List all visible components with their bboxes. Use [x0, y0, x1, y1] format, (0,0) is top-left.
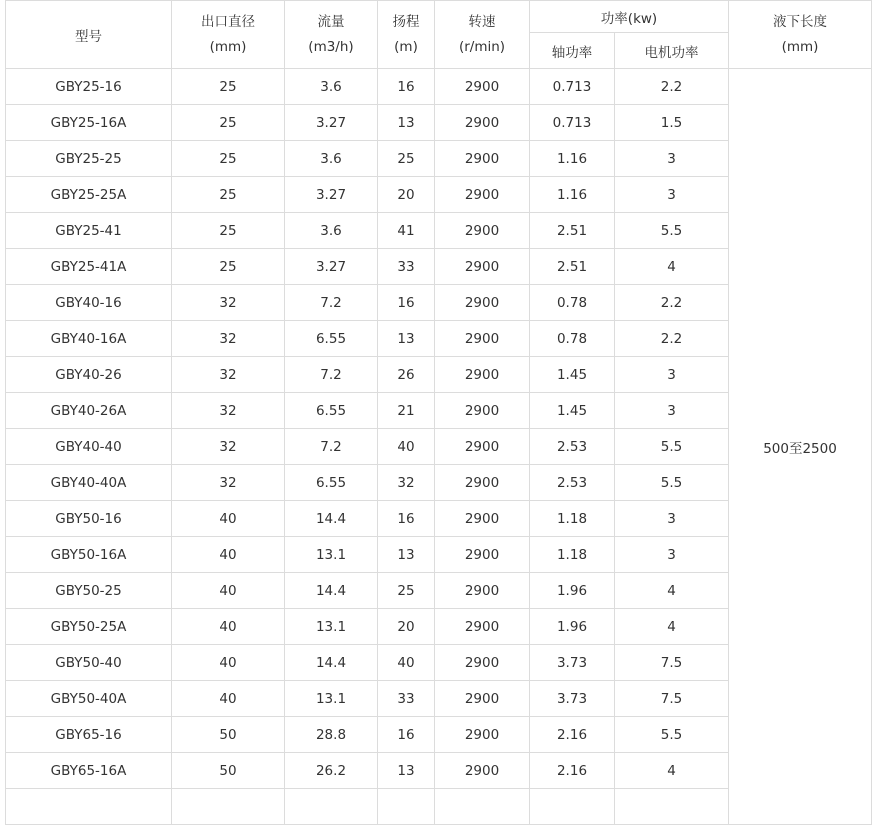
cell-outlet: 50: [172, 753, 285, 789]
cell-shaft-power: 3.73: [530, 681, 615, 717]
header-motor-power: 电机功率: [615, 33, 729, 69]
cell-speed: 2900: [435, 357, 530, 393]
cell-model: GBY50-25: [6, 573, 172, 609]
cell-shaft-power: 3.73: [530, 645, 615, 681]
cell-flow: 3.27: [285, 177, 378, 213]
cell-model: GBY40-16A: [6, 321, 172, 357]
cell-flow: 7.2: [285, 429, 378, 465]
cell-model: GBY50-40A: [6, 681, 172, 717]
cell-head: 13: [378, 321, 435, 357]
cell-flow: 3.6: [285, 213, 378, 249]
cell-head: 40: [378, 429, 435, 465]
header-speed: [435, 1, 530, 69]
cell-speed: 2900: [435, 285, 530, 321]
cell-motor-power: 2.2: [615, 321, 729, 357]
cell-flow: 6.55: [285, 393, 378, 429]
cell-motor-power: 3: [615, 141, 729, 177]
cell-outlet: 32: [172, 429, 285, 465]
cell-motor-power: 3: [615, 393, 729, 429]
cell-outlet: 25: [172, 105, 285, 141]
cell-head: 16: [378, 501, 435, 537]
cell-motor-power: 4: [615, 573, 729, 609]
cell-head: 20: [378, 177, 435, 213]
cell-shaft-power: 1.16: [530, 177, 615, 213]
cell-motor-power: 1.5: [615, 105, 729, 141]
cell-speed: 2900: [435, 501, 530, 537]
cell-flow: 7.2: [285, 285, 378, 321]
cell-motor-power: 7.5: [615, 645, 729, 681]
cell-speed: 2900: [435, 753, 530, 789]
cell-model: GBY25-41A: [6, 249, 172, 285]
cell-flow: 7.2: [285, 357, 378, 393]
cell-shaft-power: 0.78: [530, 321, 615, 357]
cell-shaft-power: 1.96: [530, 609, 615, 645]
cell-outlet: 32: [172, 393, 285, 429]
cell-flow: 6.55: [285, 465, 378, 501]
cell-motor-power: 3: [615, 357, 729, 393]
cell-model: GBY40-26A: [6, 393, 172, 429]
cell-head: 16: [378, 285, 435, 321]
cell-motor-power: 3: [615, 537, 729, 573]
cell-flow: 3.27: [285, 105, 378, 141]
cell-shaft-power: 2.53: [530, 465, 615, 501]
cell-speed: 2900: [435, 393, 530, 429]
cell-speed: 2900: [435, 177, 530, 213]
table-row: [6, 69, 872, 105]
header-power-group: 功率(kw): [530, 1, 729, 33]
cell-model: GBY40-26: [6, 357, 172, 393]
cell-flow: 13.1: [285, 609, 378, 645]
cell-speed: 2900: [435, 141, 530, 177]
cell-empty: [435, 789, 530, 825]
cell-flow: 3.6: [285, 69, 378, 105]
cell-motor-power: 3: [615, 177, 729, 213]
cell-outlet: 40: [172, 501, 285, 537]
cell-outlet: 25: [172, 249, 285, 285]
cell-flow: 14.4: [285, 645, 378, 681]
cell-model: GBY50-25A: [6, 609, 172, 645]
cell-model: GBY25-25: [6, 141, 172, 177]
cell-shaft-power: 2.51: [530, 213, 615, 249]
cell-motor-power: 4: [615, 609, 729, 645]
cell-outlet: 25: [172, 177, 285, 213]
header-row-1: [6, 1, 872, 33]
header-head: [378, 1, 435, 69]
cell-motor-power: 5.5: [615, 465, 729, 501]
cell-shaft-power: 0.713: [530, 69, 615, 105]
cell-motor-power: 5.5: [615, 213, 729, 249]
cell-head: 25: [378, 573, 435, 609]
cell-outlet: 32: [172, 285, 285, 321]
cell-outlet: 32: [172, 465, 285, 501]
cell-head: 32: [378, 465, 435, 501]
cell-outlet: 50: [172, 717, 285, 753]
cell-immersion-length: 500至2500: [729, 69, 872, 825]
cell-speed: 2900: [435, 213, 530, 249]
cell-model: GBY40-40A: [6, 465, 172, 501]
cell-model: GBY50-16: [6, 501, 172, 537]
cell-flow: 14.4: [285, 573, 378, 609]
cell-shaft-power: 0.78: [530, 285, 615, 321]
cell-outlet: 32: [172, 321, 285, 357]
header-speed-title: 转速: [468, 13, 496, 30]
cell-speed: 2900: [435, 537, 530, 573]
header-outlet-unit: (mm): [209, 38, 247, 55]
cell-head: 40: [378, 645, 435, 681]
cell-shaft-power: 2.16: [530, 753, 615, 789]
cell-shaft-power: 0.713: [530, 105, 615, 141]
header-outlet: [172, 1, 285, 69]
cell-outlet: 40: [172, 573, 285, 609]
cell-shaft-power: 1.18: [530, 501, 615, 537]
cell-head: 13: [378, 537, 435, 573]
cell-head: 33: [378, 249, 435, 285]
cell-model: GBY50-16A: [6, 537, 172, 573]
cell-motor-power: 2.2: [615, 285, 729, 321]
header-flow-unit: (m3/h): [308, 38, 354, 55]
cell-speed: 2900: [435, 105, 530, 141]
cell-shaft-power: 2.51: [530, 249, 615, 285]
cell-head: 20: [378, 609, 435, 645]
cell-model: GBY65-16: [6, 717, 172, 753]
cell-flow: 6.55: [285, 321, 378, 357]
cell-shaft-power: 1.16: [530, 141, 615, 177]
cell-shaft-power: 1.96: [530, 573, 615, 609]
cell-speed: 2900: [435, 429, 530, 465]
header-head-unit: (m): [394, 38, 418, 55]
cell-model: GBY25-16A: [6, 105, 172, 141]
cell-speed: 2900: [435, 645, 530, 681]
cell-flow: 3.6: [285, 141, 378, 177]
cell-speed: 2900: [435, 465, 530, 501]
cell-head: 25: [378, 141, 435, 177]
cell-flow: 13.1: [285, 537, 378, 573]
cell-model: GBY25-25A: [6, 177, 172, 213]
cell-empty: [6, 789, 172, 825]
header-speed-unit: (r/min): [458, 38, 506, 55]
header-flow: [285, 1, 378, 69]
header-immersion: [729, 1, 872, 69]
cell-speed: 2900: [435, 681, 530, 717]
cell-speed: 2900: [435, 321, 530, 357]
cell-empty: [285, 789, 378, 825]
cell-motor-power: 4: [615, 249, 729, 285]
header-model: 型号: [6, 1, 172, 69]
cell-empty: [172, 789, 285, 825]
cell-outlet: 40: [172, 537, 285, 573]
cell-empty: [378, 789, 435, 825]
cell-head: 41: [378, 213, 435, 249]
cell-motor-power: 4: [615, 753, 729, 789]
cell-motor-power: 3: [615, 501, 729, 537]
cell-model: GBY40-16: [6, 285, 172, 321]
header-head-title: 扬程: [392, 13, 420, 30]
cell-head: 16: [378, 69, 435, 105]
cell-head: 33: [378, 681, 435, 717]
cell-speed: 2900: [435, 69, 530, 105]
header-flow-title: 流量: [317, 13, 345, 30]
cell-outlet: 40: [172, 609, 285, 645]
cell-flow: 13.1: [285, 681, 378, 717]
cell-flow: 14.4: [285, 501, 378, 537]
cell-motor-power: 5.5: [615, 717, 729, 753]
cell-model: GBY25-16: [6, 69, 172, 105]
cell-motor-power: 7.5: [615, 681, 729, 717]
cell-head: 26: [378, 357, 435, 393]
cell-shaft-power: 1.18: [530, 537, 615, 573]
pump-spec-table: [5, 0, 872, 825]
cell-model: GBY65-16A: [6, 753, 172, 789]
cell-outlet: 40: [172, 645, 285, 681]
cell-head: 13: [378, 105, 435, 141]
cell-flow: 28.8: [285, 717, 378, 753]
header-immersion-title: 液下长度: [773, 13, 827, 30]
cell-model: GBY50-40: [6, 645, 172, 681]
table-body: [6, 1, 872, 825]
cell-flow: 26.2: [285, 753, 378, 789]
cell-shaft-power: 1.45: [530, 357, 615, 393]
cell-speed: 2900: [435, 573, 530, 609]
cell-outlet: 25: [172, 141, 285, 177]
cell-shaft-power: 2.16: [530, 717, 615, 753]
cell-head: 13: [378, 753, 435, 789]
cell-empty: [530, 789, 615, 825]
header-shaft-power: 轴功率: [530, 33, 615, 69]
cell-outlet: 40: [172, 681, 285, 717]
cell-model: GBY40-40: [6, 429, 172, 465]
cell-motor-power: 2.2: [615, 69, 729, 105]
cell-outlet: 25: [172, 69, 285, 105]
cell-flow: 3.27: [285, 249, 378, 285]
cell-outlet: 32: [172, 357, 285, 393]
cell-model: GBY25-41: [6, 213, 172, 249]
cell-shaft-power: 1.45: [530, 393, 615, 429]
header-immersion-unit: (mm): [781, 38, 819, 55]
cell-speed: 2900: [435, 249, 530, 285]
cell-outlet: 25: [172, 213, 285, 249]
cell-head: 21: [378, 393, 435, 429]
cell-speed: 2900: [435, 609, 530, 645]
cell-motor-power: 5.5: [615, 429, 729, 465]
cell-head: 16: [378, 717, 435, 753]
cell-empty: [615, 789, 729, 825]
cell-speed: 2900: [435, 717, 530, 753]
header-outlet-title: 出口直径: [201, 13, 255, 30]
cell-shaft-power: 2.53: [530, 429, 615, 465]
